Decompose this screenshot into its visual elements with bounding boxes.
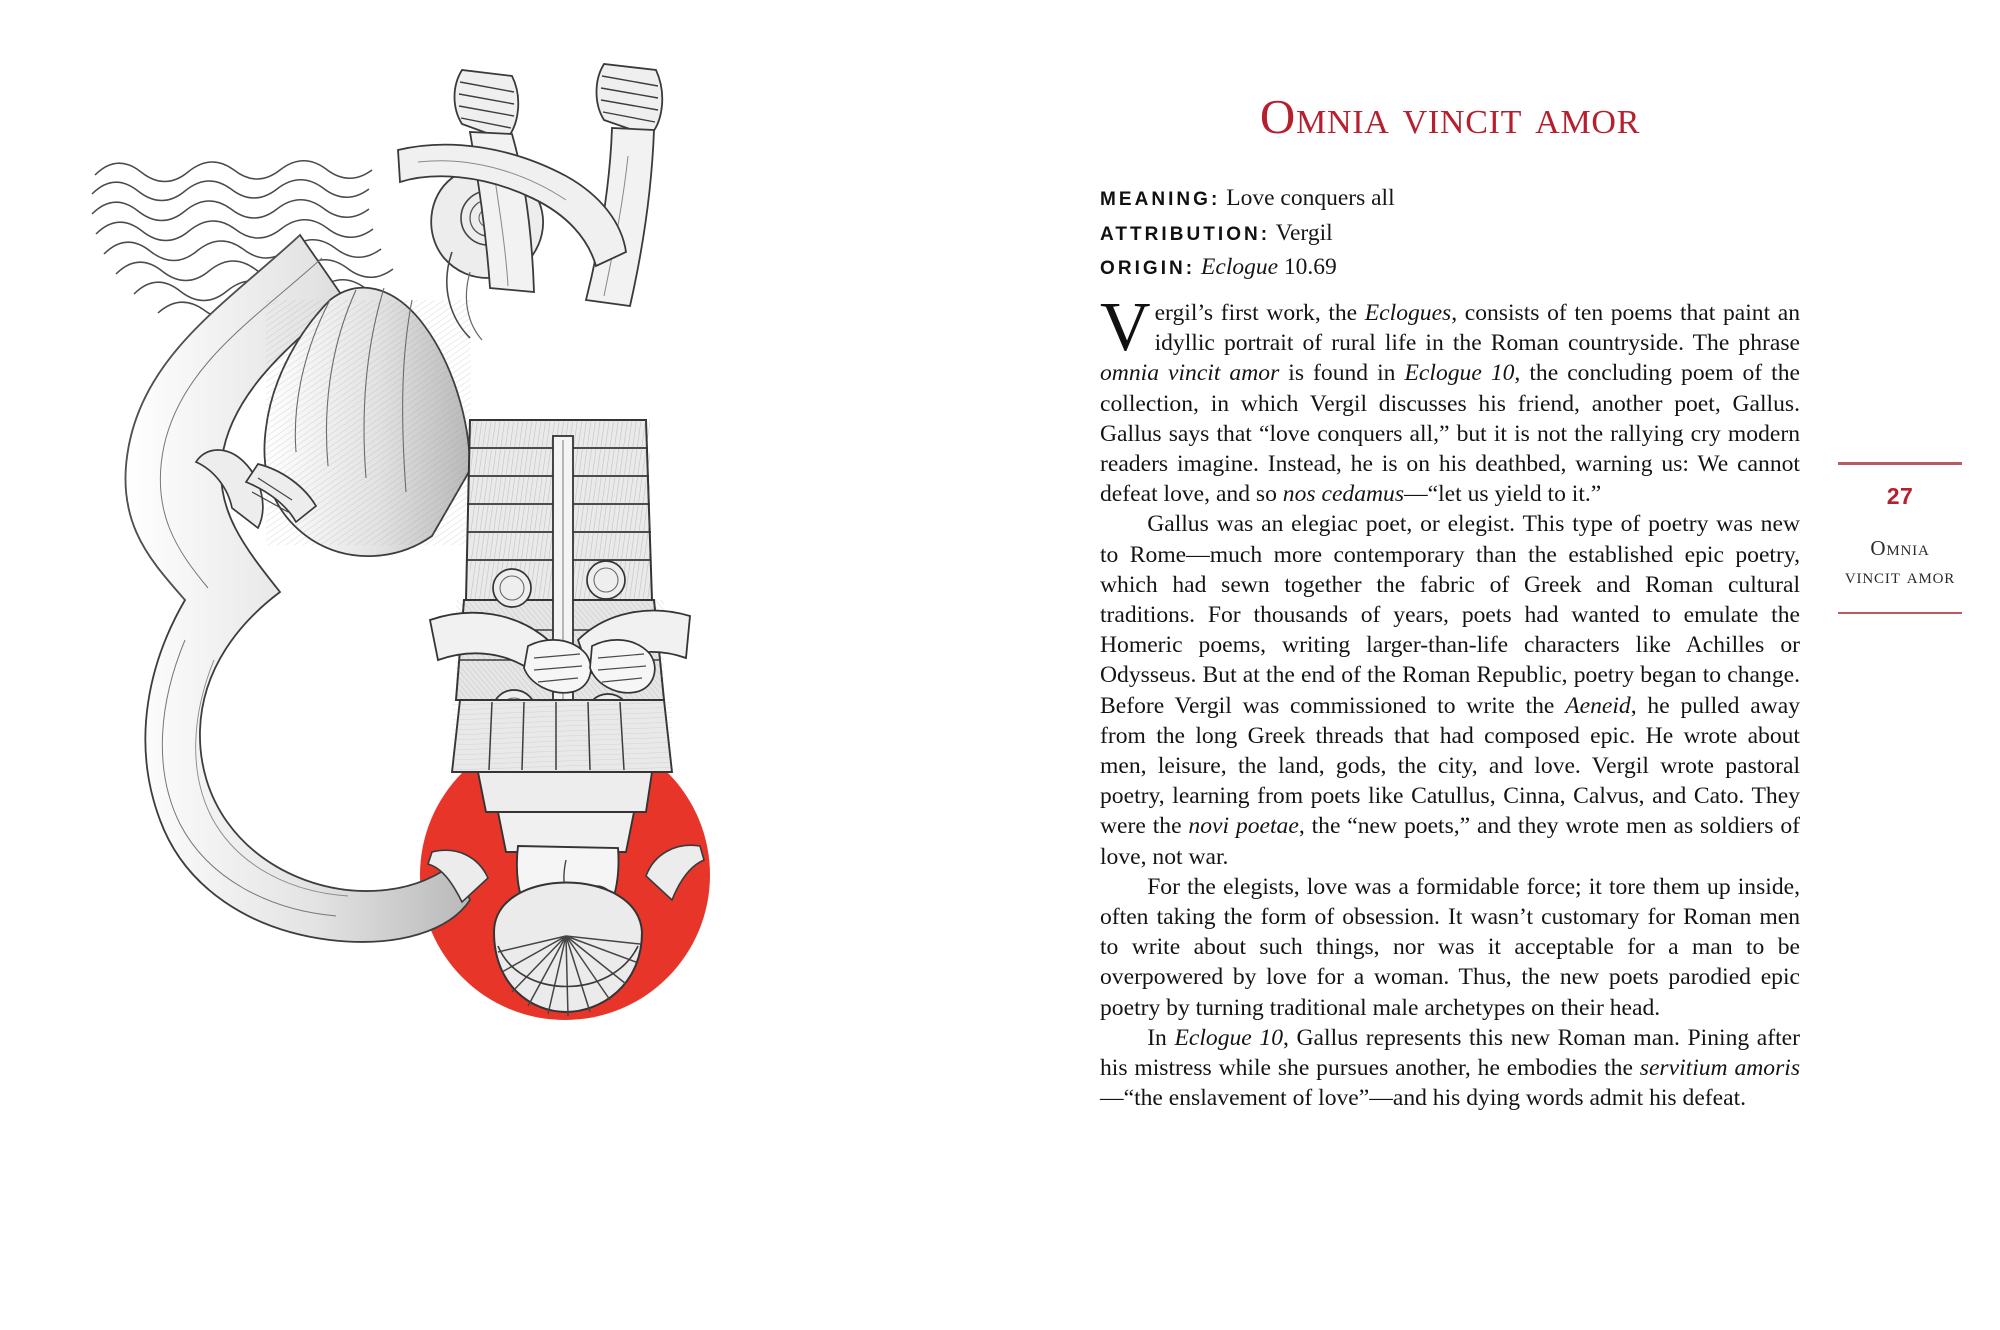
entry-metadata (1100, 182, 1800, 286)
meta-value-attribution: Vergil (1275, 219, 1333, 246)
armor-skirt-straps (452, 700, 672, 772)
page-title: Omnia vincit amor (1259, 89, 1641, 144)
meta-origin-locus: 10.69 (1283, 254, 1337, 280)
text-pane (1100, 0, 1800, 1330)
paragraph-1-text: ergil’s first work, the Eclogues, consists of ten poems that paint an idyllic portrait of rural life in the Roman countryside. The phrase omnia vincit amor is found in Eclogue 10, the concluding poem of the collection, in which Vergil discusses his friend, another poet, Gallus. Gallus says that “love conquers all,” but it is not the rallying cry modern readers imagine. Instead, he is on his deathbed, warning us: We cannot defeat love, and so nos cedamus—“let us yield to it.” (1100, 300, 1800, 508)
gallus-illustration (0, 0, 880, 1330)
paragraph-2 (1100, 509, 1800, 871)
illustration-pane (0, 0, 880, 1330)
paragraph-3-text: For the elegists, love was a formidable force; it tore them up inside, often taking the form of obsession. It wasn’t customary for Roman men to write about such things, nor was it acceptable for a man to be overpowered by love for a woman. Thus, the new poets parodied epic poetry by turning traditional male archetypes on their head. (1100, 873, 1800, 1021)
paragraph-2-text: Gallus was an elegiac poet, or elegist. This type of poetry was new to Rome—much more contemporary than the established epic poetry, which had sewn together the fabric of Greek and Roman cultural traditions. For thousands of years, poets had wanted to emulate the Homeric poems, writing larger-than-life characters like Achilles or Odysseus. But at the end of the Roman Republic, poetry began to change. Before Vergil was commissioned to write the Aeneid, he pulled away from the long Greek threads that had composed epic. He wrote about men, leisure, the land, gods, the city, and love. Vergil wrote pastoral poetry, learning from poets like Catullus, Cinna, Calvus, and Cato. They were the novi poetae, the “new poets,” and they wrote men as soldiers of love, not war. (1100, 511, 1800, 870)
drop-cap: V (1100, 289, 1151, 366)
meta-label-attribution: ATTRIBUTION: (1100, 223, 1271, 245)
paragraph-4-text: In Eclogue 10, Gallus represents this new Roman man. Pining after his mistress while she pursues another, he embodies the servitium amoris—“the enslavement of love”—and his dying words admit his defeat. (1100, 1024, 1801, 1112)
meta-value-meaning: Love conquers all (1226, 185, 1395, 211)
margin-folio-block (1838, 462, 1962, 614)
meta-row-attribution (1100, 217, 1800, 252)
margin-rule-bottom (1838, 612, 1962, 615)
meta-value-origin-work (1201, 254, 1337, 280)
meta-origin-italic: Eclogue (1201, 254, 1279, 280)
paragraph-3 (1100, 872, 1800, 1023)
paragraph-4 (1100, 1023, 1800, 1114)
helmet-neck-guard (478, 772, 652, 852)
paragraph-1 (1100, 289, 1800, 509)
meta-label-origin: ORIGIN: (1100, 258, 1196, 279)
meta-row-origin (1100, 251, 1800, 286)
running-head: Omnia vincit amor (1844, 535, 1956, 588)
meta-label-meaning: MEANING: (1100, 189, 1221, 210)
meta-row-meaning (1100, 182, 1800, 217)
margin-rule-top (1838, 462, 1962, 465)
page-number: 27 (1886, 482, 1914, 509)
article-body (1100, 289, 1801, 1113)
